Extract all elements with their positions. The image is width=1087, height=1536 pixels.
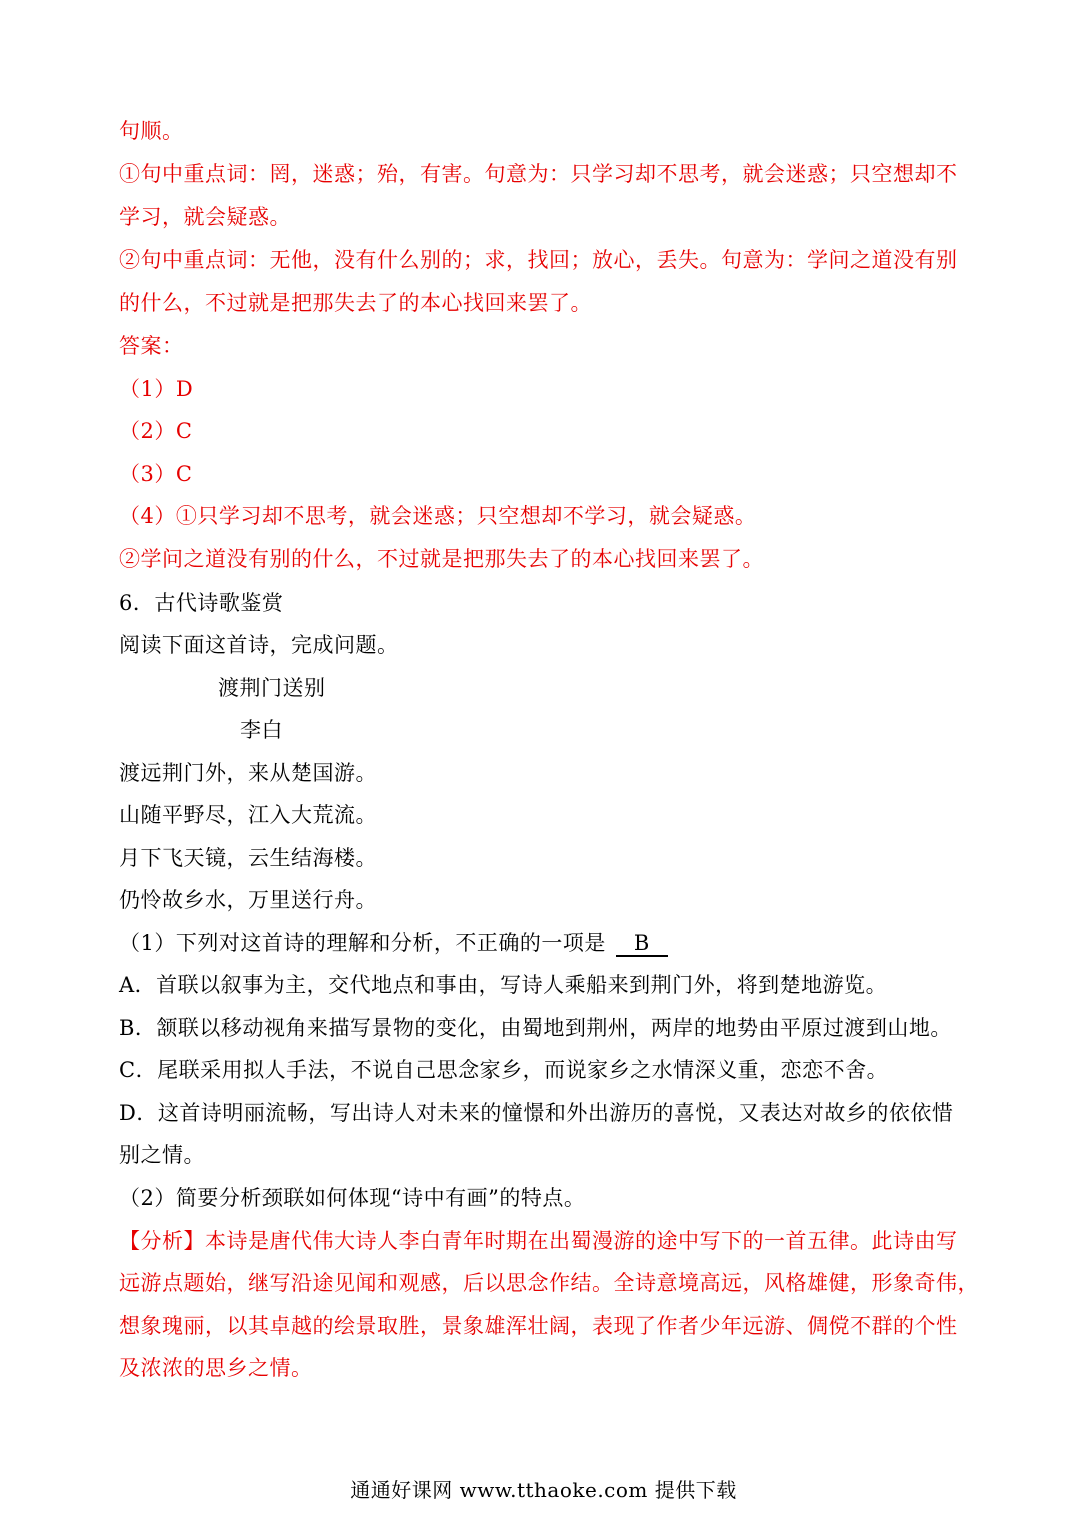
text-line: 的什么，不过就是把那失去了的本心找回来罢了。 (119, 291, 592, 315)
answer-item: （2）C (119, 419, 193, 443)
question-2: （2）简要分析颈联如何体现“诗中有画”的特点。 (119, 1186, 586, 1210)
option-a: A．首联以叙事为主，交代地点和事由，写诗人乘船来到荆门外，将到楚地游览。 (119, 973, 888, 997)
option-c: C．尾联采用拟人手法，不说自己思念家乡，而说家乡之水情深义重，恋恋不舍。 (119, 1058, 889, 1082)
poem-line: 月下飞天镜，云生结海楼。 (119, 846, 377, 870)
question-1-text: （1）下列对这首诗的理解和分析，不正确的一项是 (119, 931, 606, 955)
answer-item: （4）①只学习却不思考，就会迷惑；只空想却不学习，就会疑惑。 (119, 504, 757, 528)
section-heading: 6．古代诗歌鉴赏 (119, 591, 284, 615)
option-d: D．这首诗明丽流畅，写出诗人对未来的憧憬和外出游历的喜悦，又表达对故乡的依依惜 (119, 1101, 954, 1125)
analysis-line: 【分析】本诗是唐代伟大诗人李白青年时期在出蜀漫游的途中写下的一首五律。此诗由写 (119, 1229, 958, 1253)
question-1-answer: B (616, 931, 668, 957)
poem-line: 渡远荆门外，来从楚国游。 (119, 761, 377, 785)
text-line: ①句中重点词：罔，迷惑；殆，有害。句意为：只学习却不思考，就会迷惑；只空想却不 (119, 162, 958, 186)
option-b: B．颔联以移动视角来描写景物的变化，由蜀地到荆州，两岸的地势由平原过渡到山地。 (119, 1016, 952, 1040)
answer-item: （3）C (119, 462, 193, 486)
analysis-line: 及浓浓的思乡之情。 (119, 1356, 313, 1380)
poem-author: 李白 (240, 718, 283, 742)
question-1 (119, 929, 987, 957)
page-footer: 通通好课网 www.tthaoke.com 提供下载 (350, 1478, 737, 1502)
instruction-text: 阅读下面这首诗，完成问题。 (119, 633, 399, 657)
text-line: 学习，就会疑惑。 (119, 205, 291, 229)
analysis-line: 远游点题始，继写沿途见闻和观感，后以思念作结。全诗意境高远，风格雄健，形象奇伟， (119, 1271, 979, 1295)
poem-title: 渡荆门送别 (218, 676, 326, 700)
text-line: ②句中重点词：无他，没有什么别的；求，找回；放心，丢失。句意为：学问之道没有别 (119, 248, 958, 272)
answer-heading: 答案： (119, 334, 184, 358)
poem-line: 山随平野尽，江入大荒流。 (119, 803, 377, 827)
answer-item: （1）D (119, 377, 194, 401)
answer-item: ②学问之道没有别的什么，不过就是把那失去了的本心找回来罢了。 (119, 547, 764, 571)
poem-line: 仍怜故乡水，万里送行舟。 (119, 888, 377, 912)
text-line: 句顺。 (119, 119, 184, 143)
analysis-line: 想象瑰丽，以其卓越的绘景取胜，景象雄浑壮阔，表现了作者少年远游、倜傥不群的个性 (119, 1314, 958, 1338)
option-d-cont: 别之情。 (119, 1143, 205, 1167)
